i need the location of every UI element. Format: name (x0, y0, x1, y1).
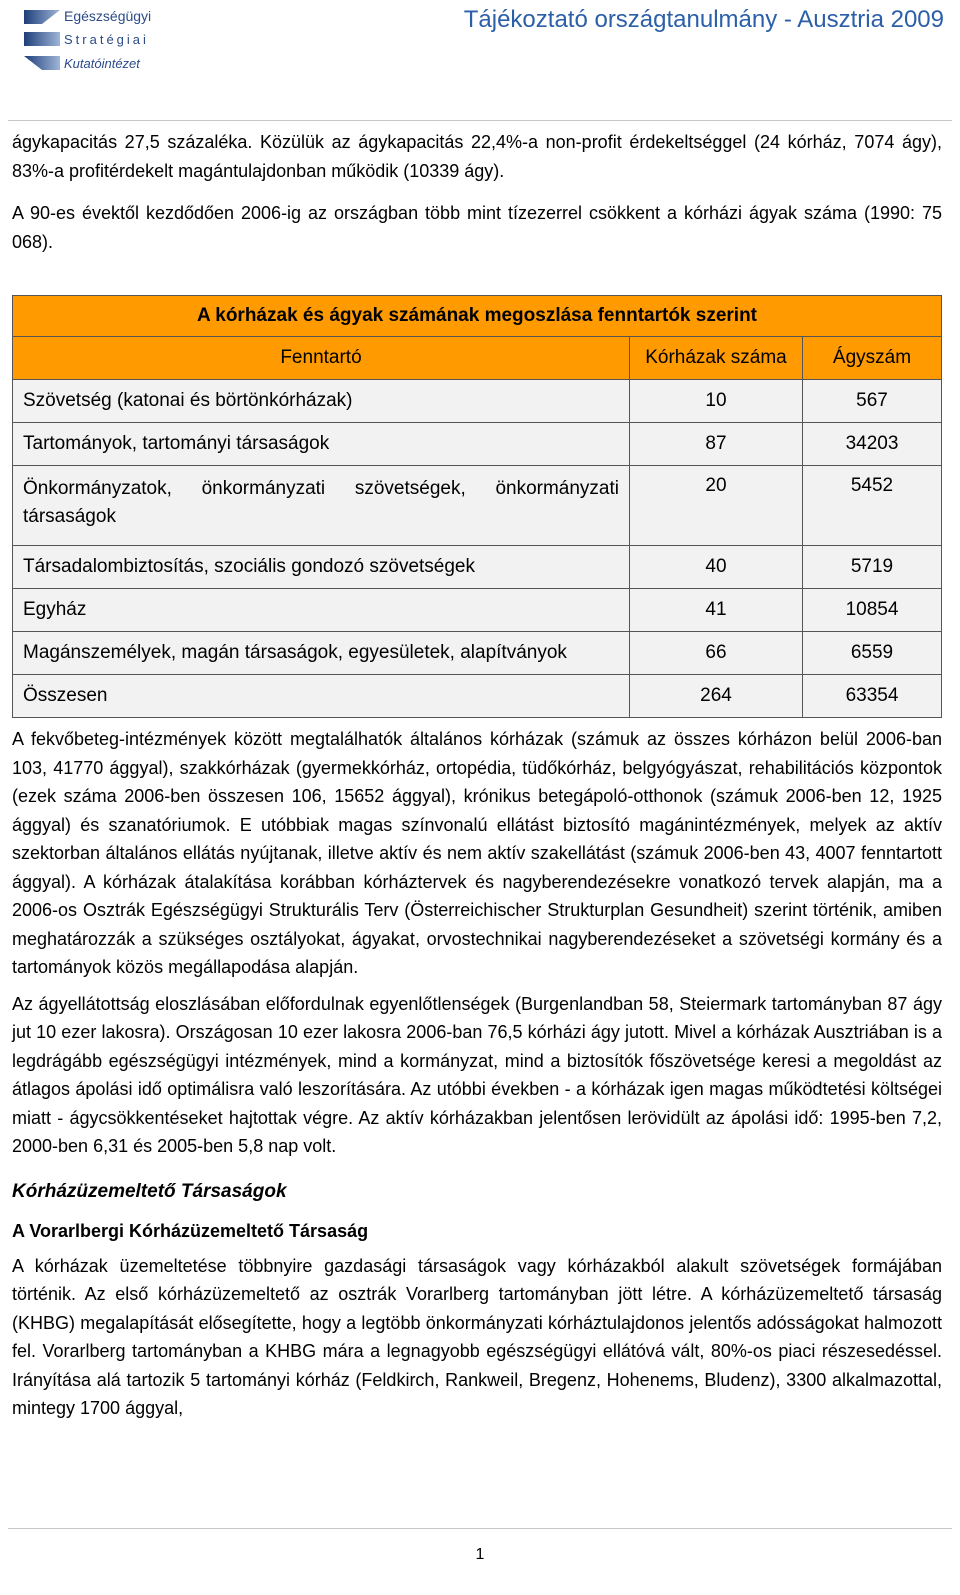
cell-beds: 10854 (803, 589, 942, 632)
cell-beds: 6559 (803, 632, 942, 675)
cell-beds: 5719 (803, 546, 942, 589)
institute-logo (20, 4, 190, 76)
header-owner: Fenntartó (13, 337, 630, 380)
cell-hospitals: 66 (630, 632, 803, 675)
body-paragraph-bed-distribution: Az ágyellátottság eloszlásában előfordulnak egyenlőtlenségek (Burgenlandban 58, Steiermark tartományban 87 ágy jut 10 ezer lakosra). Országosan 10 ezer lakosra 2006-ban 76,5 kórházi ágy jutott. Mivel a kórházak Ausztriában is a legdrágább egészségügyi intézmények, mind a kormányzat, mind a biztosítók főszövetsége keresi a megoldást az átlagos ápolási idő optimálisra való leszorítására. Az utóbbi években - a kórházak igen magas működtetési költségei miatt - ágycsökkentéseket hajtottak végre. Az aktív kórházakban jelentősen lerövidült az ápolási idő: 1995-ben 7,2, 2000-ben 6,31 és 2005-ben 5,8 nap volt. (12, 993, 942, 1156)
table-row (13, 546, 942, 589)
cell-beds: 567 (803, 380, 942, 423)
cell-owner: Önkormányzatok, önkormányzati szövetségek, önkormányzati társaságok (13, 466, 630, 546)
cell-beds: 63354 (803, 675, 942, 718)
cell-beds: 5452 (803, 466, 942, 546)
cell-hospitals: 20 (630, 466, 803, 546)
table-total-row (13, 675, 942, 718)
table-row (13, 632, 942, 675)
cell-owner: Szövetség (katonai és börtönkórházak) (13, 380, 630, 423)
cell-hospitals: 40 (630, 546, 803, 589)
logo-mark-icon (20, 4, 70, 76)
table-row (13, 466, 942, 546)
footer-divider (8, 1528, 952, 1529)
cell-hospitals: 264 (630, 675, 803, 718)
cell-beds: 34203 (803, 423, 942, 466)
cell-hospitals: 10 (630, 380, 803, 423)
cell-owner: Társadalombiztosítás, szociális gondozó szövetségek (13, 546, 630, 589)
intro-paragraph-1: ágykapacitás 27,5 százaléka. Közülük az ágykapacitás 22,4%-a non-profit érdekeltséggel (24 kórház, 7074 ágy), 83%-a profitérdekelt magántulajdonban működik (10339 ágy). (12, 132, 942, 181)
table-caption: A kórházak és ágyak számának megoszlása fenntartók szerint (13, 296, 942, 337)
body-paragraph-vorarlberg: A kórházak üzemeltetése többnyire gazdasági társaságok vagy kórházakból alakult szövetségek formájában történik. Az első kórházüzemeltető az osztrák Vorarlberg tartományban jött létre. A kórházüzemeltető társaság (KHBG) megalapítását elősegítette, hogy a legtöbb önkormányzati kórháztulajdonos jelentős adósságokat halmozott fel. Vorarlberg tartományban a KHBG mára a legnagyobb egészségügyi ellátóvá vált, 80%-os piaci részesedéssel. Irányítása alá tartozik 5 tartományi kórház (Feldkirch, Rankweil, Bregenz, Hohenems, Bludenz), 3300 alkalmazottal, mintegy 1700 ággyal, (12, 1255, 942, 1418)
table-header-row (13, 337, 942, 380)
table-row (13, 423, 942, 466)
header-beds: Ágyszám (803, 337, 942, 380)
body-section (12, 725, 942, 1423)
section-title: Kórházüzemeltető Társaságok (12, 1180, 287, 1202)
cell-owner: Tartományok, tartományi társaságok (13, 423, 630, 466)
intro-section (12, 126, 942, 256)
owners-table (12, 295, 942, 718)
document-title: Tájékoztató országtanulmány - Ausztria 2009 (463, 6, 944, 33)
intro-paragraph-2: A 90-es évektől kezdődően 2006-ig az országban több mint tízezerrel csökkent a kórházi ágyak száma (1990: 75 068). (12, 203, 942, 252)
body-paragraph-hospital-types: A fekvőbeteg-intézmények között megtalálhatók általános kórházak (számuk az összes kórházon belül 2006-ban 103, 41770 ággyal), szakkórházak (gyermekkórház, ortopédia, tüdőkórház, belgyógyászat, rehabilitációs központok (ezek száma 2006-ben összesen 106, 15652 ággyal), krónikus betegápoló-otthonok (számuk 2006-ben 12, 1925 ággyal) és szanatóriumok. E utóbbiak magas színvonalú ellátást biztosító magánintézmények, melyek az aktív szektorban általános ellátás nyújtanak, illetve aktív és nem aktív szakellátást (számuk 2006-ben 43, 4007 fenntartott ággyal). A kórházak átalakítása korábban kórháztervek és nagyberendezésekre vonatkozó tervek alapján, ma a 2006-os Osztrák Egészségügyi Strukturális Terv (Österreichischer Strukturplan Gesundheit) szerint történik, amiben meghatározzák a szükséges osztályokat, ágyakat, orvostechnikai nagyberendezéseket a szövetségi kormány és a tartományok közös megállapodása alapján. (12, 729, 942, 977)
sub-title: A Vorarlbergi Kórházüzemeltető Társaság (12, 1220, 369, 1241)
logo-line-2: Stratégiai (64, 32, 149, 47)
page-header (0, 0, 960, 122)
logo-line-1: Egészségügyi (64, 8, 152, 24)
logo-line-3: Kutatóintézet (64, 56, 140, 71)
cell-hospitals: 41 (630, 589, 803, 632)
page-number: 1 (475, 1546, 485, 1563)
cell-owner: Egyház (13, 589, 630, 632)
header-divider (8, 120, 952, 121)
table-row (13, 380, 942, 423)
cell-owner: Magánszemélyek, magán társaságok, egyesületek, alapítványok (13, 632, 630, 675)
cell-owner: Összesen (13, 675, 630, 718)
table-row (13, 589, 942, 632)
cell-hospitals: 87 (630, 423, 803, 466)
header-hospitals: Kórházak száma (630, 337, 803, 380)
